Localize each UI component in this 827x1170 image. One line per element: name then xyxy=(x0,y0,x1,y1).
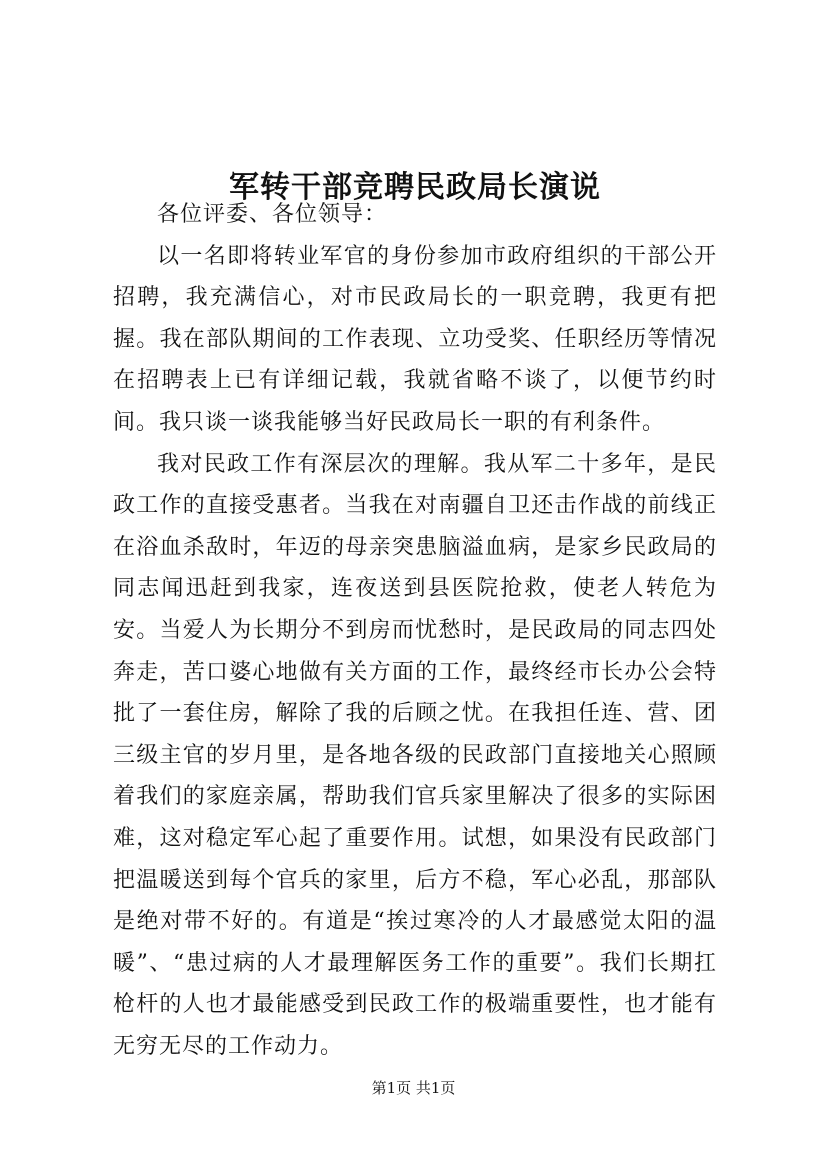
salutation: 各位评委、各位领导： xyxy=(157,202,388,227)
document-title: 军转干部竞聘民政局长演说 xyxy=(229,170,601,206)
document-body xyxy=(113,194,717,1067)
page-footer: 第1页 共1页 xyxy=(371,1079,456,1097)
paragraph-1: 以一名即将转业军官的身份参加市政府组织的干部公开招聘，我充满信心，对市民政局长的一职竞聘，我更有把握。我在部队期间的工作表现、立功受奖、任职经历等情况在招聘表上已有详细记载，我就省略不谈了，以便节约时间。我只谈一谈我能够当好民政局长一职的有利条件。 xyxy=(113,243,717,435)
paragraph-2: 我对民政工作有深层次的理解。我从军二十多年，是民政工作的直接受惠者。当我在对南疆自卫还击作战的前线正在浴血杀敌时，年迈的母亲突患脑溢血病，是家乡民政局的同志闻迅赶到我家，连夜送到县医院抢救，使老人转危为安。当爱人为长期分不到房而忧愁时，是民政局的同志四处奔走，苦口婆心地做有关方面的工作，最终经市长办公会特批了一套住房，解除了我的后顾之忧。在我担任连、营、团三级主官的岁月里，是各地各级的民政部门直接地关心照顾着我们的家庭亲属，帮助我们官兵家里解决了很多的实际困难，这对稳定军心起了重要作用。试想，如果没有民政部门把温暖送到每个官兵的家里，后方不稳，军心必乱，那部队是绝对带不好的。有道是“挨过寒冷的人才最感觉太阳的温暖”、“患过病的人才最理解医务工作的重要”。我们长期扛枪杆的人也才最能感受到民政工作的极端重要性，也才能有无穷无尽的工作动力。 xyxy=(113,451,717,1059)
